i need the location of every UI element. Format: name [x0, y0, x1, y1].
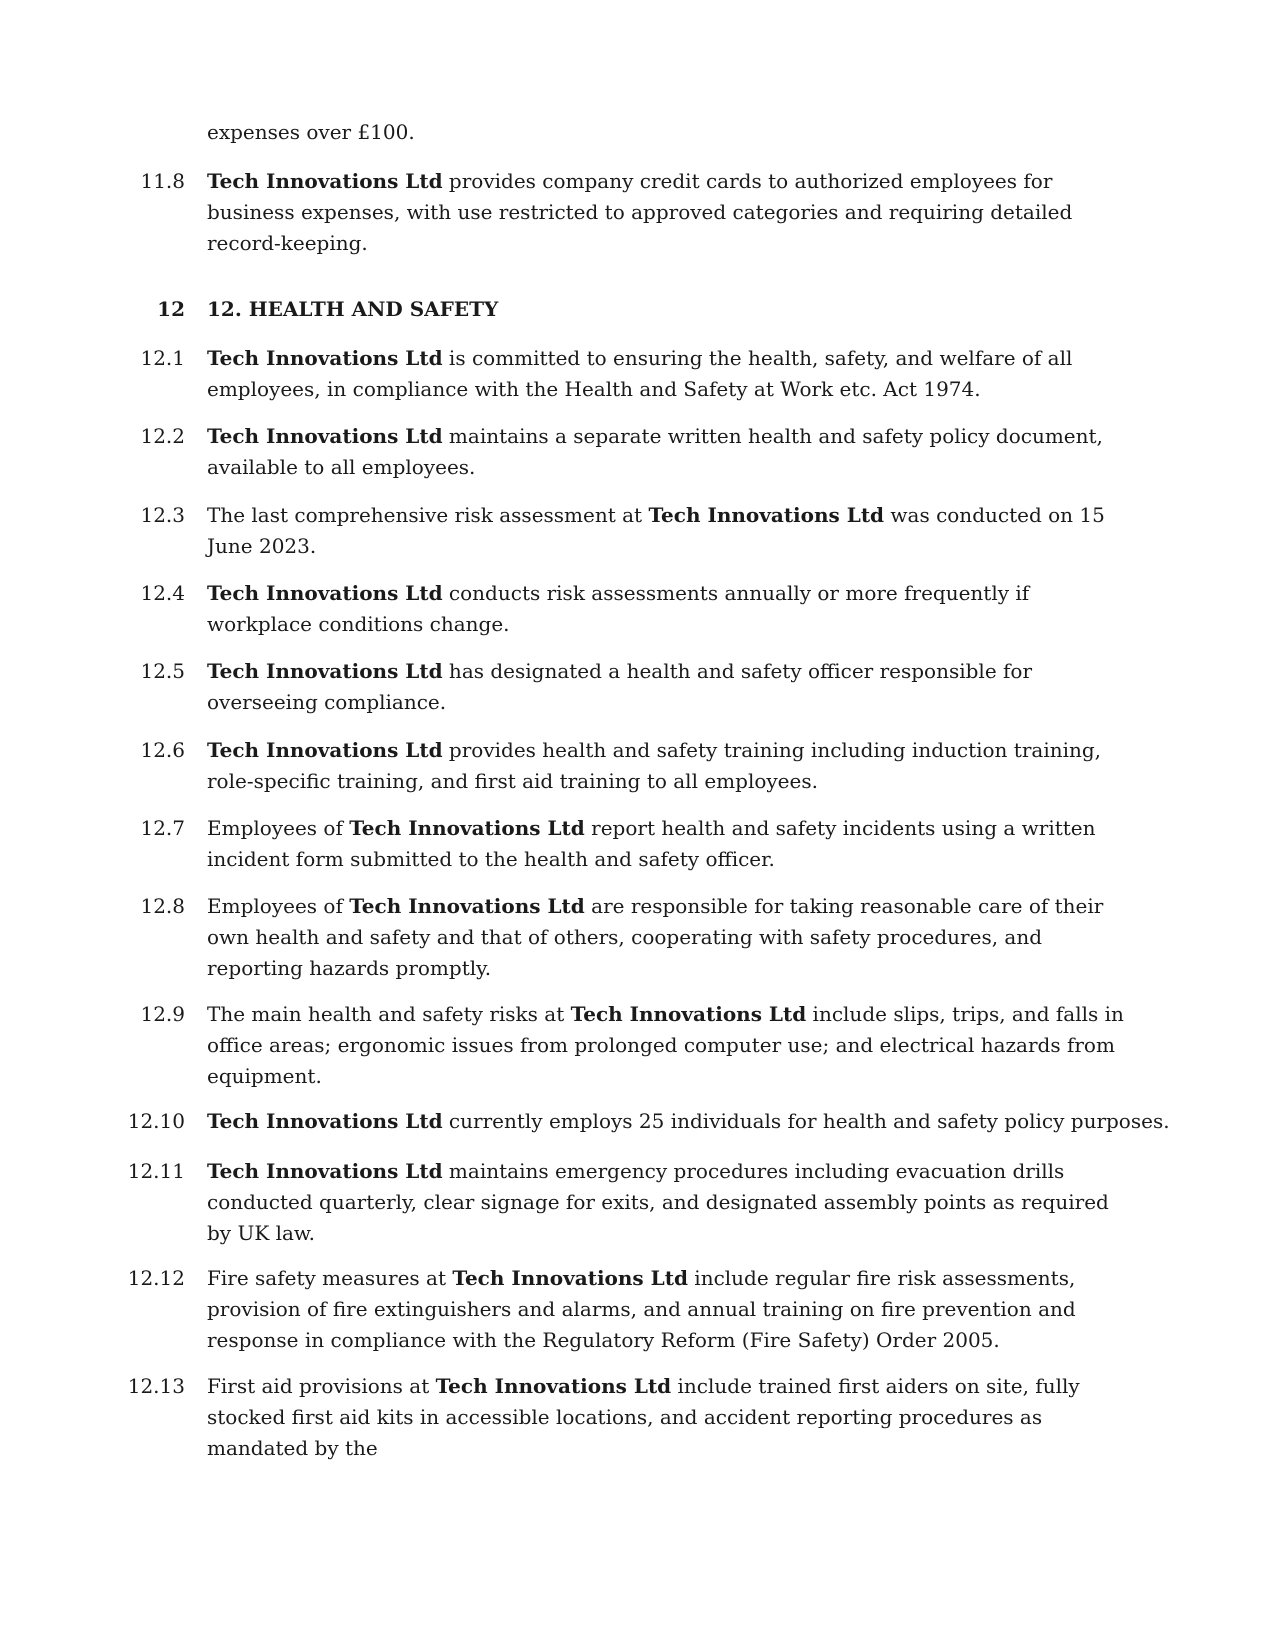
clause-number: 12.12	[127, 1266, 185, 1290]
clause-number: 12.1	[140, 346, 185, 370]
clause-text: Employees of Tech Innovations Ltd report health and safety incidents using a written incident form submitted to the health and safety officer.	[207, 816, 1096, 871]
clause-number: 12.4	[140, 581, 185, 605]
clause-number: 12.3	[140, 503, 185, 527]
clause-number: 12.8	[140, 894, 185, 918]
continuation-text: expenses over £100.	[207, 120, 415, 144]
clause-number: 11.8	[140, 169, 185, 193]
clause-text: The last comprehensive risk assessment at Tech Innovations Ltd was conducted on 15 June 2023.	[207, 503, 1105, 558]
clause-number: 12.13	[127, 1374, 185, 1398]
clause-number: 12.5	[140, 659, 185, 683]
clause-text: The main health and safety risks at Tech Innovations Ltd include slips, trips, and falls in office areas; ergonomic issues from prolonged computer use; and electrical hazards from equipment.	[207, 1002, 1124, 1088]
clause-text: Tech Innovations Ltd currently employs 25 individuals for health and safety policy purposes.	[207, 1109, 1170, 1133]
clause-text: Tech Innovations Ltd provides health and safety training including induction training, role-specific training, and first aid training to all employees.	[207, 738, 1102, 793]
clause-text: Fire safety measures at Tech Innovations Ltd include regular fire risk assessments, provision of fire extinguishers and alarms, and annual training on fire prevention and response in compliance with the Regulatory Reform (Fire Safety) Order 2005.	[207, 1266, 1076, 1352]
clause-text: Tech Innovations Ltd provides company credit cards to authorized employees for business expenses, with use restricted to approved categories and requiring detailed record-keeping.	[207, 169, 1073, 255]
clause-text: Tech Innovations Ltd has designated a health and safety officer responsible for overseeing compliance.	[207, 659, 1033, 714]
clause-number: 12.10	[127, 1109, 185, 1133]
section-number: 12	[157, 297, 185, 321]
clause-text: Tech Innovations Ltd conducts risk assessments annually or more frequently if workplace conditions change.	[207, 581, 1030, 636]
clause-text: Tech Innovations Ltd maintains emergency procedures including evacuation drills conducted quarterly, clear signage for exits, and designated assembly points as required by UK law.	[207, 1159, 1109, 1245]
section-title: 12. HEALTH AND SAFETY	[207, 297, 499, 321]
clause-number: 12.11	[127, 1159, 185, 1183]
clause-text: First aid provisions at Tech Innovations Ltd include trained first aiders on site, fully stocked first aid kits in accessible locations, and accident reporting procedures as mandated by the	[207, 1374, 1080, 1460]
clause-text: Tech Innovations Ltd maintains a separate written health and safety policy document, available to all employees.	[207, 424, 1103, 479]
clause-number: 12.2	[140, 424, 185, 448]
clause-text: Tech Innovations Ltd is committed to ensuring the health, safety, and welfare of all employees, in compliance with the Health and Safety at Work etc. Act 1974.	[207, 346, 1073, 401]
clause-number: 12.6	[140, 738, 185, 762]
clause-number: 12.7	[140, 816, 185, 840]
clause-text: Employees of Tech Innovations Ltd are responsible for taking reasonable care of their own health and safety and that of others, cooperating with safety procedures, and reporting hazards promptly.	[207, 894, 1104, 980]
clause-number: 12.9	[140, 1002, 185, 1026]
